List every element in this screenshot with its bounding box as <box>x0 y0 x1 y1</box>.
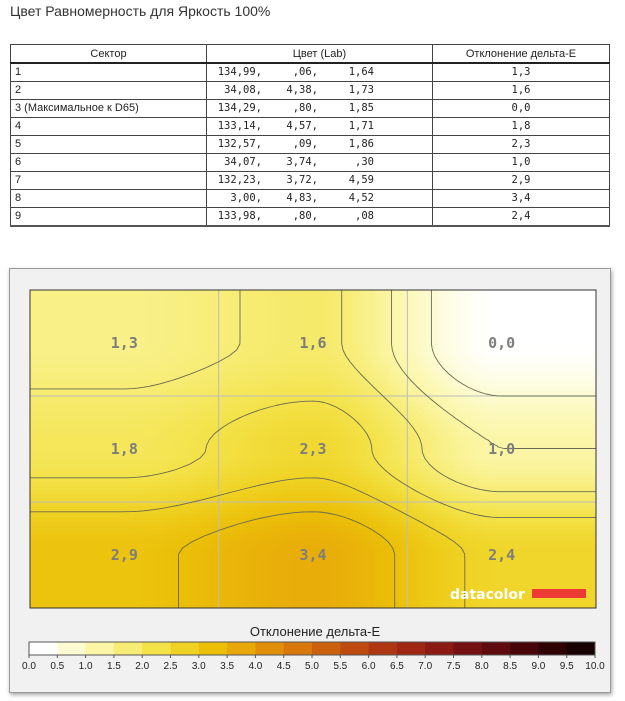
deviation-cell: 2,9 <box>433 172 610 190</box>
table-row <box>11 172 610 190</box>
cell-value-label: 1,6 <box>299 334 327 352</box>
colorbar-tick-label: 5.5 <box>333 661 348 672</box>
table-body <box>11 63 610 226</box>
lab-b-value: 1,73 <box>348 84 374 96</box>
colorbar-tick-label: 8.5 <box>503 661 518 672</box>
lab-l-value: 34,08, <box>224 84 262 96</box>
colorbar-tick-label: 5.0 <box>305 661 319 672</box>
colorbar-tick-label: 3.5 <box>220 661 235 672</box>
lab-l-value: 34,07, <box>224 156 262 168</box>
colorbar-swatch <box>227 642 256 655</box>
lab-cell <box>207 190 433 208</box>
sector-cell: 2 <box>11 82 207 100</box>
lab-b-value: 1,85 <box>348 102 374 114</box>
colorbar-swatch <box>114 642 143 655</box>
colorbar-swatch <box>312 642 341 655</box>
header-sector: Сектор <box>11 45 207 64</box>
table-row <box>11 208 610 227</box>
colorbar-ticks <box>22 655 605 672</box>
colorbar-label: Отклонение дельта-E <box>249 624 381 639</box>
sector-cell: 4 <box>11 118 207 136</box>
deviation-cell: 2,4 <box>433 208 610 227</box>
lab-a-value: ,80, <box>292 102 318 114</box>
colorbar-swatch <box>425 642 454 655</box>
colorbar-tick-label: 1.5 <box>106 661 121 672</box>
colorbar-swatch <box>340 642 369 655</box>
colorbar-swatch <box>284 642 313 655</box>
cell-value-label: 1,3 <box>110 334 138 352</box>
lab-cell <box>207 154 433 172</box>
colorbar-swatch <box>454 642 483 655</box>
table-row <box>11 82 610 100</box>
logo-bar <box>532 589 586 598</box>
colorbar-swatch <box>86 642 115 655</box>
lab-l-value: 132,57, <box>217 138 262 150</box>
lab-cell <box>207 82 433 100</box>
lab-b-value: 1,86 <box>348 138 374 150</box>
lab-b-value: 4,59 <box>348 174 374 186</box>
colorbar-swatch <box>29 642 58 655</box>
uniformity-chart-panel <box>9 268 611 693</box>
sector-cell: 8 <box>11 190 207 208</box>
table-header-row <box>11 45 610 64</box>
uniformity-table <box>10 44 610 227</box>
colorbar-tick-label: 7.5 <box>446 661 461 672</box>
lab-a-value: ,80, <box>292 210 318 222</box>
lab-l-value: 132,23, <box>217 174 262 186</box>
lab-l-value: 133,98, <box>217 210 262 222</box>
lab-b-value: ,30 <box>355 156 374 168</box>
cell-value-label: 1,8 <box>110 440 138 458</box>
deviation-cell: 3,4 <box>433 190 610 208</box>
deviation-cell: 1,0 <box>433 154 610 172</box>
deviation-cell: 1,8 <box>433 118 610 136</box>
colorbar-swatch <box>142 642 171 655</box>
lab-l-value: 134,29, <box>217 102 262 114</box>
lab-cell <box>207 172 433 190</box>
table-row <box>11 63 610 82</box>
colorbar-swatch <box>369 642 398 655</box>
colorbar-tick-label: 2.5 <box>163 661 178 672</box>
lab-cell <box>207 100 433 118</box>
lab-l-value: 134,99, <box>217 66 262 78</box>
colorbar-tick-label: 9.5 <box>559 661 574 672</box>
lab-b-value: 4,52 <box>348 192 374 204</box>
sector-cell: 1 <box>11 63 207 82</box>
colorbar-tick-label: 7.0 <box>418 661 433 672</box>
table-row <box>11 154 610 172</box>
sector-cell: 7 <box>11 172 207 190</box>
page-title: Цвет Равномерность для Яркость 100% <box>10 3 271 19</box>
colorbar-swatch <box>510 642 539 655</box>
table-row <box>11 100 610 118</box>
lab-cell <box>207 118 433 136</box>
sector-cell: 3 (Максимальное к D65) <box>11 100 207 118</box>
lab-a-value: ,09, <box>292 138 318 150</box>
sector-cell: 5 <box>11 136 207 154</box>
colorbar-tick-label: 2.0 <box>135 661 150 672</box>
lab-l-value: 133,14, <box>217 120 262 132</box>
lab-cell <box>207 208 433 227</box>
header-lab: Цвет (Lab) <box>207 45 433 64</box>
lab-b-value: ,08 <box>355 210 374 222</box>
colorbar-tick-label: 8.0 <box>474 661 489 672</box>
deviation-cell: 1,6 <box>433 82 610 100</box>
cell-value-label: 2,9 <box>110 546 138 564</box>
colorbar-swatch <box>397 642 426 655</box>
header-deviation: Отклонение дельта-E <box>433 45 610 64</box>
lab-a-value: 4,83, <box>286 192 318 204</box>
lab-l-value: 3,00, <box>230 192 262 204</box>
colorbar-swatch <box>567 642 596 655</box>
cell-value-label: 2,3 <box>299 440 327 458</box>
colorbar-tick-label: 10.0 <box>585 661 605 672</box>
table-row <box>11 136 610 154</box>
colorbar-tick-label: 3.0 <box>191 661 206 672</box>
lab-b-value: 1,71 <box>348 120 374 132</box>
lab-cell <box>207 63 433 82</box>
sector-cell: 6 <box>11 154 207 172</box>
uniformity-heatmap <box>10 269 610 692</box>
table-row <box>11 190 610 208</box>
lab-a-value: 4,57, <box>286 120 318 132</box>
colorbar-tick-label: 9.0 <box>531 661 546 672</box>
lab-a-value: 3,72, <box>286 174 318 186</box>
cell-value-label: 3,4 <box>299 546 327 564</box>
deviation-cell: 0,0 <box>433 100 610 118</box>
colorbar-tick-label: 0.0 <box>22 661 36 672</box>
cell-value-label: 2,4 <box>488 546 516 564</box>
colorbar <box>29 642 595 655</box>
logo-text: datacolor <box>450 587 525 603</box>
lab-a-value: ,06, <box>292 66 318 78</box>
deviation-cell: 1,3 <box>433 63 610 82</box>
sector-cell: 9 <box>11 208 207 227</box>
lab-a-value: 4,38, <box>286 84 318 96</box>
colorbar-swatch <box>171 642 200 655</box>
colorbar-tick-label: 0.5 <box>50 661 65 672</box>
lab-b-value: 1,64 <box>348 66 374 78</box>
colorbar-swatch <box>57 642 86 655</box>
cell-value-label: 1,0 <box>488 440 516 458</box>
lab-a-value: 3,74, <box>286 156 318 168</box>
colorbar-tick-label: 4.0 <box>248 661 263 672</box>
colorbar-swatch <box>538 642 567 655</box>
colorbar-swatch <box>482 642 511 655</box>
deviation-cell: 2,3 <box>433 136 610 154</box>
colorbar-tick-label: 6.5 <box>389 661 404 672</box>
colorbar-tick-label: 4.5 <box>276 661 291 672</box>
cell-value-label: 0,0 <box>488 334 516 352</box>
colorbar-tick-label: 6.0 <box>361 661 376 672</box>
colorbar-swatch <box>199 642 228 655</box>
lab-cell <box>207 136 433 154</box>
colorbar-tick-label: 1.0 <box>78 661 93 672</box>
table-row <box>11 118 610 136</box>
colorbar-swatch <box>255 642 284 655</box>
